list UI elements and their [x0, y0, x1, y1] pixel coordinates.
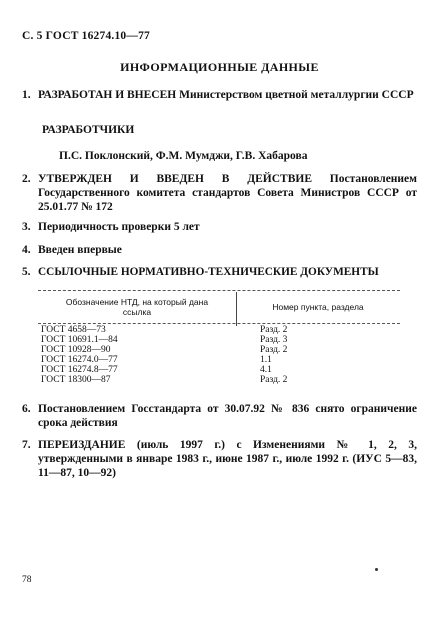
table-cell-ref: Разд. 2	[260, 325, 288, 335]
table-header-rule	[38, 323, 400, 324]
table-column-separator	[236, 292, 237, 326]
table-cell-ref: Разд. 3	[260, 335, 288, 345]
item-bold-text: ПЕРЕИЗДАНИЕ	[38, 439, 137, 451]
table-header-doc: Обозначение НТД, на который дана ссылка	[65, 297, 209, 317]
item-number: 4.	[22, 244, 31, 256]
developers-heading: РАЗРАБОТЧИКИ	[42, 124, 135, 136]
item-text: Министерством цветной металлургии СССР	[179, 89, 414, 101]
table-cell-doc: ГОСТ 10691.1—84	[41, 335, 118, 345]
table-header-ref: Номер пункта, раздела	[272, 302, 364, 312]
item-7	[22, 438, 417, 480]
table-cell-ref: 1.1	[260, 355, 272, 365]
ink-dot	[375, 568, 378, 571]
item-text: Постановлением Госстандарта от 30.07.92 № 836 снято ограничение срока действия	[38, 403, 417, 429]
item-number: 6.	[22, 403, 31, 415]
table-cell-ref: Разд. 2	[260, 375, 288, 385]
table-top-rule	[38, 290, 400, 291]
table-row	[38, 365, 400, 375]
item-number: 3.	[22, 221, 31, 233]
item-number: 7.	[22, 439, 31, 451]
item-3	[22, 220, 417, 234]
item-6	[22, 402, 417, 430]
table-row	[38, 345, 400, 355]
item-1	[22, 88, 417, 102]
item-text: Введен впервые	[38, 244, 122, 256]
item-text: Постановлением Государственного комитета стандартов Совета Министров СССР от 25.01.77 № 172	[38, 173, 417, 213]
item-bold-text: РАЗРАБОТАН И ВНЕСЕН	[38, 89, 180, 101]
page-number: 78	[22, 575, 32, 585]
table-row	[38, 335, 400, 345]
table-cell-doc: ГОСТ 10928—90	[41, 345, 111, 355]
item-number: 1.	[22, 89, 31, 101]
item-text: Периодичность проверки 5 лет	[38, 221, 200, 233]
page-title: ИНФОРМАЦИОННЫЕ ДАННЫЕ	[120, 60, 319, 74]
table-row	[38, 325, 400, 335]
developers-names: П.С. Поклонский, Ф.М. Мумджи, Г.В. Хабарова	[59, 150, 308, 162]
table-cell-doc: ГОСТ 16274.8—77	[41, 365, 118, 375]
table-cell-doc: ГОСТ 4658—73	[41, 325, 106, 335]
table-body	[38, 325, 400, 385]
table-cell-doc: ГОСТ 18300—87	[41, 375, 111, 385]
table-cell-ref: 4.1	[260, 365, 272, 375]
page-header: С. 5 ГОСТ 16274.10—77	[22, 30, 150, 42]
item-2	[22, 172, 417, 214]
item-number: 5.	[22, 266, 31, 278]
item-5	[22, 265, 417, 279]
table-cell-doc: ГОСТ 16274.0—77	[41, 355, 118, 365]
table-row	[38, 355, 400, 365]
table-row	[38, 375, 400, 385]
item-4	[22, 243, 417, 257]
item-bold-text: ССЫЛОЧНЫЕ НОРМАТИВНО-ТЕХНИЧЕСКИЕ ДОКУМЕНТЫ	[38, 266, 379, 278]
table-cell-ref: Разд. 2	[260, 345, 288, 355]
item-number: 2.	[22, 173, 31, 185]
item-bold-text: УТВЕРЖДЕН И ВВЕДЕН В ДЕЙСТВИЕ	[38, 173, 330, 185]
item-text: (июль 1997 г.) с Изменениями № 1, 2, 3, утвержденными в январе 1983 г., июне 1987 г., июле 1992 г. (ИУС 5—83, 11—87, 10—92)	[38, 439, 417, 479]
